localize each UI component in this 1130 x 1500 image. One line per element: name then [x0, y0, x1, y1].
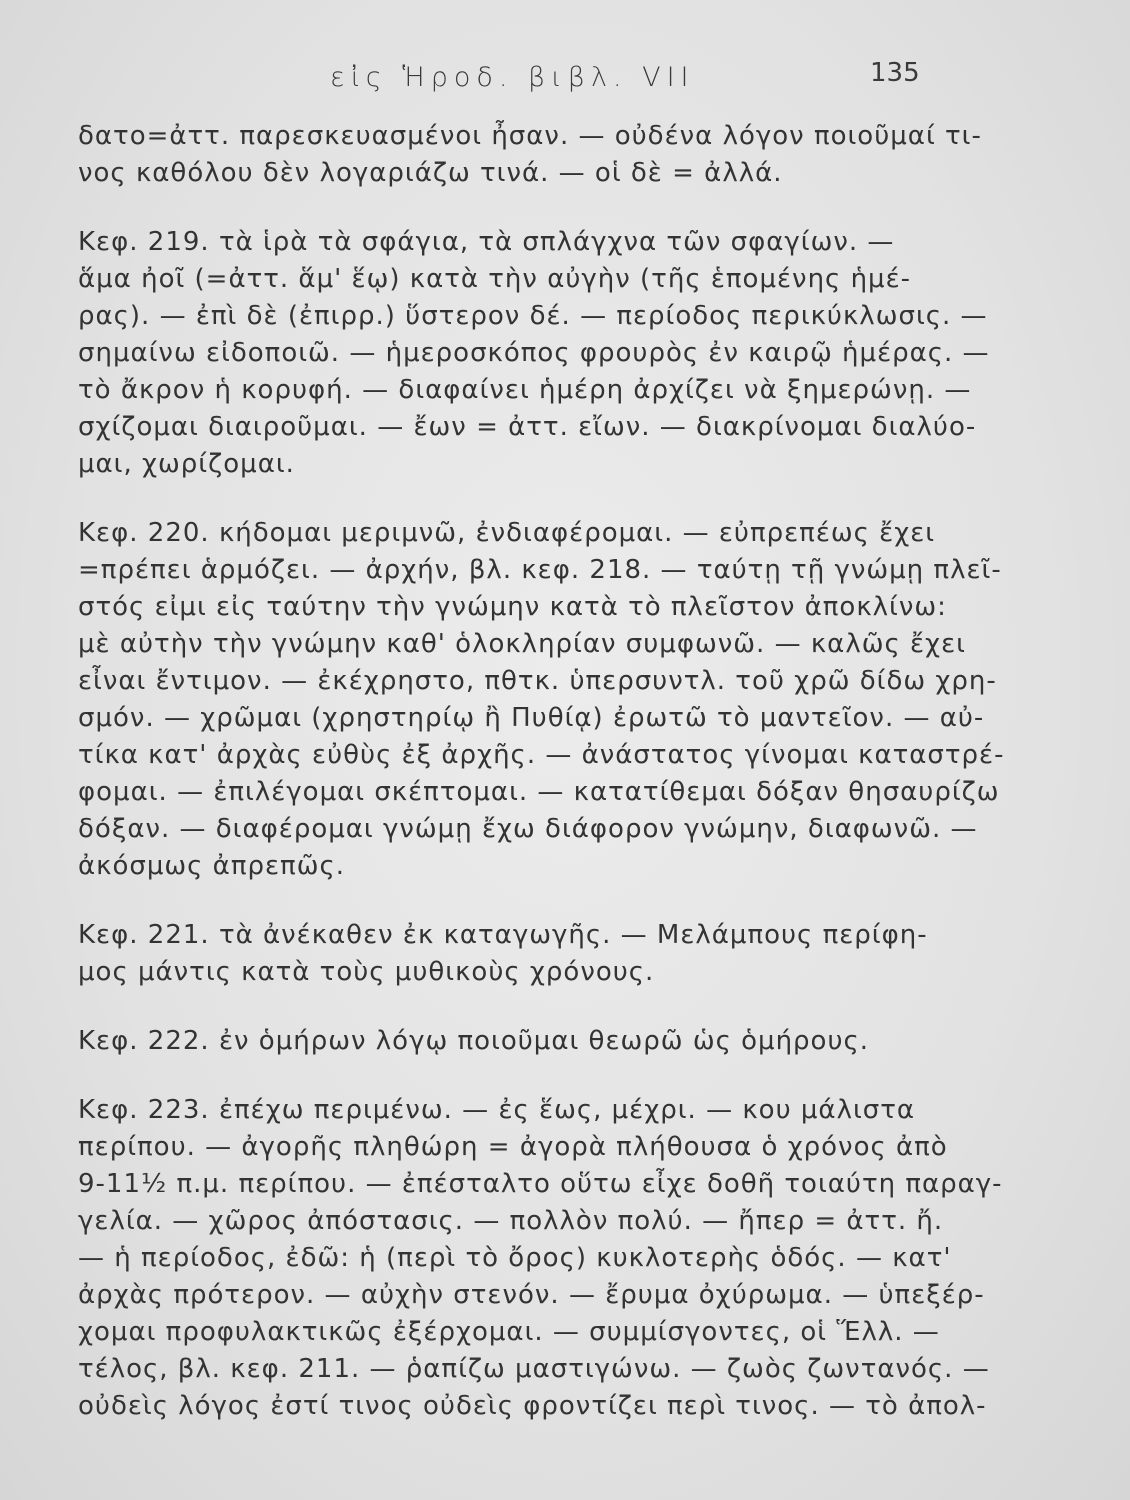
text-line: Κεφ. 219. τὰ ἱρὰ τὰ σφάγια, τὰ σπλάγχνα τῶν σφαγίων. —	[78, 227, 895, 257]
text-line: περίπου. — ἀγορῆς πληθώρη = ἀγορὰ πλήθουσα ὁ χρόνος ἀπὸ	[78, 1132, 948, 1162]
page-body	[78, 118, 1005, 1425]
text-line: νος καθόλου δὲν λογαριάζω τινά. — οἱ δὲ = ἀλλά.	[78, 158, 783, 188]
paragraph-continuation	[78, 118, 982, 192]
text-line: σημαίνω εἰδοποιῶ. — ἡμεροσκόπος φρουρὸς ἐν καιρῷ ἡμέρας. —	[78, 338, 990, 368]
text-line: δατο=ἀττ. παρεσκευασμένοι ἦσαν. — οὐδένα λόγον ποιοῦμαί τι-	[78, 121, 982, 151]
text-line: Κεφ. 220. κήδομαι μεριμνῶ, ἐνδιαφέρομαι. — εὐπρεπέως ἔχει	[78, 518, 936, 548]
paragraph-chapter-223	[78, 1092, 1003, 1425]
page-number: 135	[870, 58, 920, 88]
text-line: μαι, χωρίζομαι.	[78, 449, 295, 479]
text-line: μος μάντις κατὰ τοὺς μυθικοὺς χρόνους.	[78, 957, 655, 987]
text-line: σμόν. — χρῶμαι (χρηστηρίῳ ἢ Πυθίᾳ) ἐρωτῶ τὸ μαντεῖον. — αὐ-	[78, 703, 985, 733]
text-line: εἶναι ἔντιμον. — ἐκέχρηστο, πθτκ. ὑπερσυντλ. τοῦ χρῶ δίδω χρη-	[78, 666, 997, 696]
text-line: ρας). — ἐπὶ δὲ (ἐπιρρ.) ὕστερον δέ. — περίοδος περικύκλωσις. —	[78, 301, 988, 331]
page-header	[0, 58, 1130, 102]
text-line: Κεφ. 221. τὰ ἀνέκαθεν ἐκ καταγωγῆς. — Μελάμπους περίφη-	[78, 920, 928, 950]
text-line: φομαι. — ἐπιλέγομαι σκέπτομαι. — κατατίθεμαι δόξαν θησαυρίζω	[78, 777, 1000, 807]
text-line: 9-11½ π.μ. περίπου. — ἐπέσταλτο οὕτω εἶχε δοθῆ τοιαύτη παραγ-	[78, 1169, 1003, 1199]
text-line: ἀκόσμως ἀπρεπῶς.	[78, 851, 345, 881]
text-line: Κεφ. 222. ἐν ὁμήρων λόγῳ ποιοῦμαι θεωρῶ ὡς ὁμήρους.	[78, 1026, 870, 1056]
paragraph-chapter-220	[78, 515, 1005, 885]
text-line: οὐδεὶς λόγος ἐστί τινος οὐδεὶς φροντίζει περὶ τινος. — τὸ ἀπολ-	[78, 1391, 987, 1421]
text-line: δόξαν. — διαφέρομαι γνώμῃ ἔχω διάφορον γνώμην, διαφωνῶ. —	[78, 814, 978, 844]
text-line: Κεφ. 223. ἐπέχω περιμένω. — ἐς ἕως, μέχρι. — κου μάλιστα	[78, 1095, 916, 1125]
text-line: τὸ ἄκρον ἡ κορυφή. — διαφαίνει ἡμέρη ἀρχίζει νὰ ξημερώνῃ. —	[78, 375, 972, 405]
text-line: τίκα κατ' ἀρχὰς εὐθὺς ἐξ ἀρχῆς. — ἀνάστατος γίνομαι καταστρέ-	[78, 740, 1005, 770]
paragraph-chapter-219	[78, 224, 990, 483]
text-line: χομαι προφυλακτικῶς ἐξέρχομαι. — συμμίσγοντες, οἱ Ἕλλ. —	[78, 1317, 940, 1347]
text-line: =πρέπει ἁρμόζει. — ἀρχήν, βλ. κεφ. 218. — ταύτῃ τῇ γνώμῃ πλεῖ-	[78, 555, 1002, 585]
text-line: γελία. — χῶρος ἀπόστασις. — πολλὸν πολύ. — ἤπερ = ἀττ. ἤ.	[78, 1206, 944, 1236]
text-line: στός εἰμι εἰς ταύτην τὴν γνώμην κατὰ τὸ πλεῖστον ἀποκλίνω:	[78, 592, 947, 622]
text-line: μὲ αὐτὴν τὴν γνώμην καθ' ὁλοκληρίαν συμφωνῶ. — καλῶς ἔχει	[78, 629, 966, 659]
paragraph-chapter-222	[78, 1023, 958, 1060]
text-line: τέλος, βλ. κεφ. 211. — ῥαπίζω μαστιγώνω. — ζωὸς ζωντανός. —	[78, 1354, 990, 1384]
text-line: — ἡ περίοδος, ἐδῶ: ἡ (περὶ τὸ ὄρος) κυκλοτερὴς ὁδός. — κατ'	[78, 1243, 952, 1273]
text-line: σχίζομαι διαιροῦμαι. — ἔων = ἀττ. εἴων. — διακρίνομαι διαλύο-	[78, 412, 977, 442]
text-line: ἅμα ἠοῖ (=ἀττ. ἅμ' ἕῳ) κατὰ τὴν αὐγὴν (τῆς ἑπομένης ἡμέ-	[78, 264, 912, 294]
running-head: εἰς Ἡροδ. βιβλ. VII	[330, 62, 695, 93]
paragraph-chapter-221	[78, 917, 958, 991]
text-line: ἀρχὰς πρότερον. — αὐχὴν στενόν. — ἔρυμα ὀχύρωμα. — ὑπεξέρ-	[78, 1280, 985, 1310]
